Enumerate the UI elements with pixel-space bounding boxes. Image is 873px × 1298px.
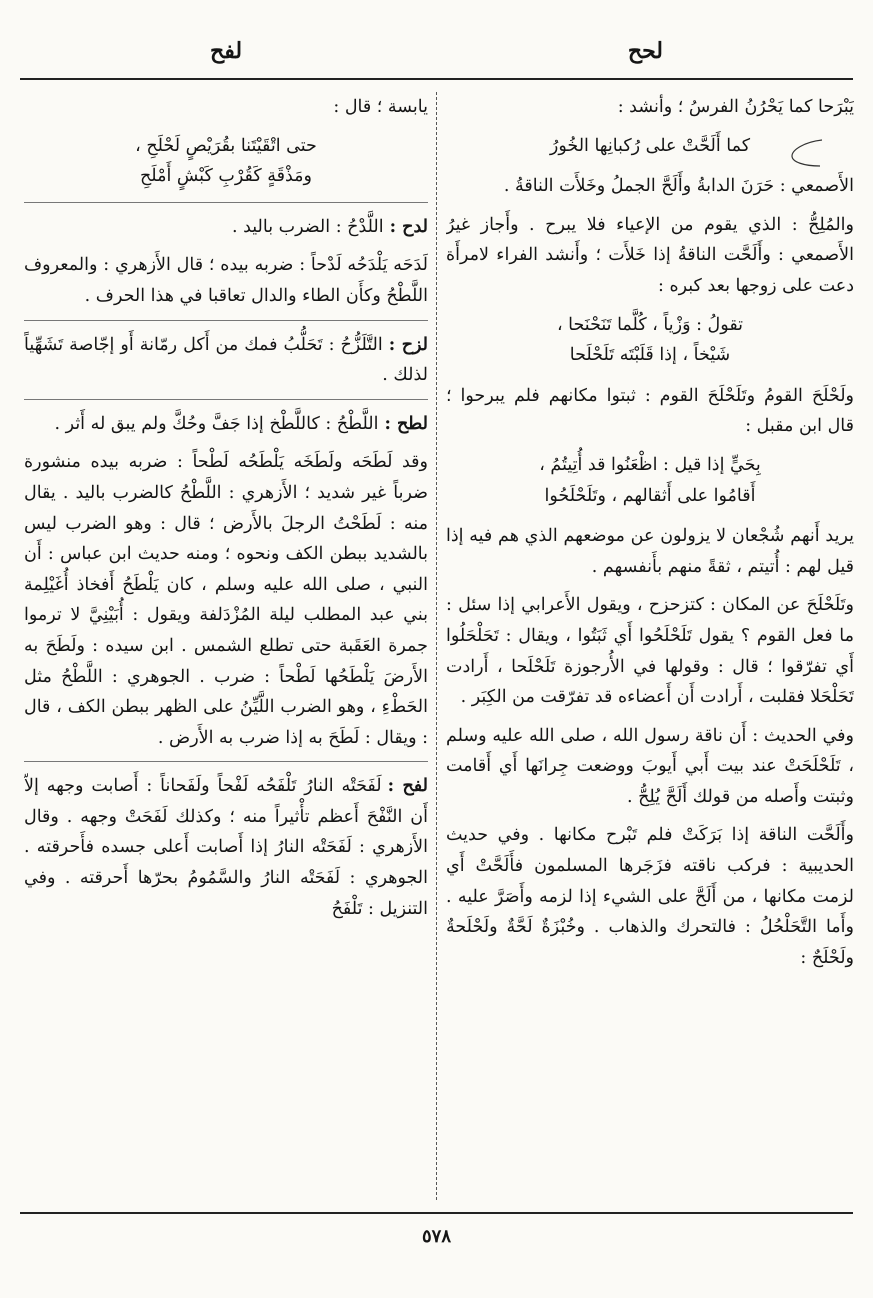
right-paragraph: وأَلَحَّت الناقة إذا بَرَكَتْ فلم تَبْرح مكانها . وفي حديث الحديبية : فركب ناقته فزَجَرها المسلمون فأَلَحَّتْ أَي لزمت مكانها ، من أَلَحَّ على الشيء إذا لزمه وأَصَرَّ عليه . وأَما التَّحَلْحُلُ : فالتحرك والذهاب . وخُبْزَةٌ لَحَّةٌ ولَحْلَحةٌ ولَحْلَحٌ : (446, 825, 854, 968)
verse-line: بِحَيٍّ إذا قيل : اظْعَنُوا قد أُتِيتُمُ ، (539, 454, 761, 475)
entry-headword: لطح : (384, 413, 428, 434)
entry-text: لَفَحَتْه النارُ تَلْفَحُه لَفْحاً ولَفَحاناً : أَصابت وجهه إلاّ أَن النَّفْحَ أَعظم تأْثيراً منه ؛ وكذلك لَفَحَتْ وجهه . وقال الأَزهري : لَفَحَتْه النارُ إذا أَصابت أَعلى جسده فأَحرقته . الجوهري : لَفَحَتْه النارُ والسَّمُومُ بحرّها أَحرقته . وفي التنزيل : تَلْفَحُ (24, 776, 428, 919)
footer-rule (20, 1212, 853, 1214)
verse (446, 131, 854, 162)
right-paragraph: الأَصمعي : حَرَنَ الدابةُ وأَلَحَّ الجملُ وخَلأَت الناقةُ . (503, 176, 854, 197)
entry-headword: لزح : (388, 334, 428, 355)
right-paragraph: يريد أَنهم شُجْعان لا يزولون عن موضعهم الذي هم فيه إذا قيل لهم : أُتيتم ، ثقةً منهم بأَنفسهم . (446, 526, 854, 577)
right-column (446, 92, 854, 1200)
entry-separator (24, 202, 428, 203)
entry-ltah (24, 409, 428, 440)
verse-line: ومَذْقَةٍ كَقُرْبِ كَبْشٍ أَمْلَحِ (139, 166, 312, 187)
right-paragraph: ولَحْلَحَ القومُ وتَلَحْلَحَ القوم : ثبتوا مكانهم فلم يبرحوا ؛ قال ابن مقبل : (446, 385, 854, 437)
page-number: ٥٧٨ (421, 1226, 451, 1247)
entry-headword: لفح : (387, 776, 428, 797)
left-paragraph: وقد لَطَحَه ولَطَخَه يَلْطَحُه لَطْحاً : ضربه بيده منشورة ضرباً غير شديد ؛ الأَزهري : اللَّطْحُ كالضرب باليد . يقال منه : لَطَحْتُ الرجلَ بالأَرض ؛ قال : وهو الضرب ليس بالشديد ببطن الكف ونحوه ؛ ومنه حديث ابن عباس : أَن النبي ، صلى الله عليه وسلم ، كان يَلْطَحُ أَفخاذ أُغَيْلِمة بني عبد المطلب ليلة المُزْدَلفة ويقول : أُبَيْنِيَّ لا ترموا جمرة العَقَبة حتى تطلع الشمس . ابن سيده : ولَطَحَ به الأَرضَ يَلْطَحُها لَطْحاً : ضرب . الجوهري : اللَّطْحُ مثل الحَطْءِ ، وهو الضرب اللَّيِّنُ على الظهر ببطن الكف ، قال : ويقال : لَطَحَ به إذا ضرب به الأَرض . (24, 452, 428, 748)
left-column (24, 92, 428, 1200)
verse-line: شَيْخاً ، إذا قَلَبْتَه تَلَحْلَحا (569, 345, 731, 366)
verse-line: حتى اتْقَيْتَنا بقُرَيْصٍ لَحْلَحِ ، (135, 135, 317, 156)
right-paragraph: والمُلِحُّ : الذي يقوم من الإعياء فلا يبرح . وأَجاز غيرُ الأَصمعي : وأَلَحَّت الناقةُ إذا خَلأَت ؛ وأَنشد الفراء لامرأَة دعت على زوجها بعد كبره : (446, 214, 854, 296)
right-paragraph: يَبْرَحا كما يَحْرُنُ الفرسُ ؛ وأنشد : (617, 97, 854, 117)
entry-lfh (24, 771, 428, 924)
entry-text: اللَّطْحُ : كاللَّطْخ إذا جَفَّ وحُكَّ ولم يبق له أَثر . (54, 413, 379, 434)
page-header (20, 18, 853, 80)
entry-separator (24, 320, 428, 321)
verse (446, 310, 854, 371)
left-paragraph: لَدَحَه يَلْدَحُه لَدْحاً : ضربه بيده ؛ قال الأَزهري : والمعروف اللَّطْحُ وكأَن الطاء والدال تعاقبا في هذا الحرف . (24, 255, 428, 306)
header-root-right: لحح (627, 38, 663, 64)
verse-line: كما أَلَحَّتْ على رُكبانِها الخُورُ (549, 135, 751, 156)
entry-text: التَّلَزُّحُ : تَحَلُّبُ فمك من أَكل رمّانة أَو إجّاصة تَشَهِّياً لذلك . (24, 334, 428, 386)
entry-text: اللَّدْحُ : الضرب باليد . (231, 216, 384, 237)
verse (24, 131, 428, 192)
verse (446, 450, 854, 511)
verse-line: تقولُ : وَزْياً ، كُلَّما تَنَحْنَحا ، (556, 314, 744, 335)
right-paragraph: وفي الحديث : أَن ناقة رسول الله ، صلى الله عليه وسلم ، تَلَحْلَحَتْ عند بيت أَبي أَيوبَ ووضعت جِرانَها أَي أَقامت وثبتت وأَصله من قولك أَلَحَّ يُلِحُّ . (446, 725, 854, 807)
right-paragraph: وتَلَحْلَحَ عن المكان : كتزحزح ، ويقول الأَعرابي إذا سئل : ما فعل القوم ؟ يقول تَلَحْلَحُوا أَي ثَبَتُوا ، ويقال : تَحَلْحَلُوا أَي تفرّقوا ؛ قال : وقولها في الأُرجوزة تَلَحْلَحا ، أَرادت تَحَلْحَلا فقلبت ، أَرادت أَن أَعضاءه قد تفرّقت من الكِبَر . (446, 595, 854, 708)
entry-separator (24, 399, 428, 400)
verse-line: أَقامُوا على أَثقالهم ، وتَلَحْلَحُوا (544, 485, 756, 506)
entry-separator (24, 761, 428, 762)
entry-lzh (24, 330, 428, 391)
entry-ldh (24, 212, 428, 243)
column-divider (436, 92, 438, 1200)
header-root-left: لفح (210, 38, 243, 64)
left-paragraph: يابسة ؛ قال : (333, 97, 428, 117)
entry-headword: لدح : (389, 216, 428, 237)
